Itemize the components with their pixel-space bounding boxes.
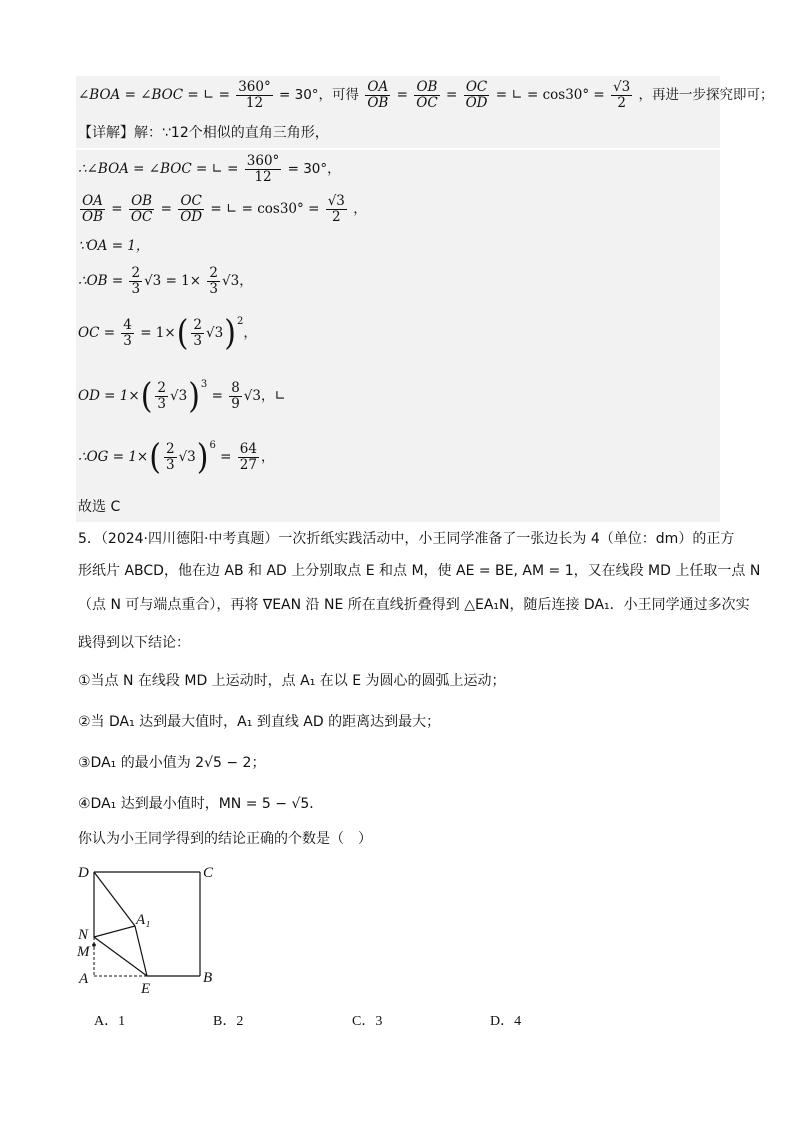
solution-line-9: ∴OG = 1×( $\frac{2}{3}$ √3)$^6$ = $\frac{64}{27}$ ，	[78, 436, 275, 478]
question-prompt: 你认为小王同学得到的结论正确的个数是（ ）	[78, 831, 372, 847]
option-b[interactable]: B．2	[213, 1014, 244, 1029]
answer-text: 故选 C	[78, 499, 121, 515]
solution-line-5: ∵OA = 1，	[78, 238, 150, 254]
fraction: $\frac{360^\circ}{12}$	[238, 79, 271, 111]
label-C: C	[203, 865, 214, 881]
solution-line-1: ∠BOA = ∠BOC = ∟ = $\frac{360^\circ}{12}$ = 30°，可得 $\frac{OA}{OB}$ = $\frac{OB}{OC}$ = $\frac{OC}{OD}$ = ∟ = cos30° = $\frac{√3}{2}$ ，再进一步探究即可；	[78, 79, 774, 111]
label-N: N	[78, 927, 89, 943]
detail-label: 【详解】解：∵12个相似的直角三角形，	[78, 125, 329, 141]
question-line-4: 践得到以下结论：	[78, 635, 190, 651]
solution-line-6: ∴OB = $\frac{2}{3}$ √3 = 1× $\frac{2}{3}$ √3，	[78, 265, 253, 297]
fraction: $\frac{OA}{OB}$	[82, 193, 103, 225]
fraction: $\frac{OC}{OD}$	[465, 79, 488, 111]
label-B: B	[203, 970, 213, 986]
fraction: $\frac{√3}{2}$	[613, 79, 631, 111]
conclusion-4: ④DA₁ 达到最小值时，MN = 5 − √5．	[78, 796, 324, 812]
label-A: A	[79, 971, 89, 987]
fraction: $\frac{OB}{OC}$	[130, 193, 153, 225]
solution-line-3: ∴∠BOA = ∠BOC = ∟ = $\frac{360^\circ}{12}$ = 30°，	[78, 153, 341, 185]
geometry-figure	[70, 860, 230, 1000]
solution-line-4: $\frac{OA}{OB}$ = $\frac{OB}{OC}$ = $\frac{OC}{OD}$ = ∟ = cos30° = $\frac{√3}{2}$ ，	[82, 193, 367, 225]
label-D: D	[78, 865, 89, 881]
fraction: $\frac{OA}{OB}$	[367, 79, 389, 111]
label-A1: A₁	[136, 912, 151, 928]
segment-NA1	[94, 926, 135, 937]
option-c[interactable]: C．3	[352, 1014, 383, 1029]
conclusion-3: ③DA₁ 的最小值为 2√5 − 2；	[78, 755, 266, 771]
label-M: M	[77, 944, 90, 960]
fraction: $\frac{360^\circ}{12}$	[246, 153, 280, 185]
question-line-2: 形纸片 ABCD，他在边 AB 和 AD 上分别取点 E 和点 M，使 AE = BE, AM = 1，又在线段 MD 上任取一点 N	[78, 563, 761, 579]
fraction: $\frac{OC}{OD}$	[180, 193, 203, 225]
fraction: $\frac{OB}{OC}$	[416, 79, 438, 111]
question-line-3: （点 N 可与端点重合），再将 ∇EAN 沿 NE 所在直线折叠得到 △EA₁N，随后连接 DA₁．小王同学通过多次实	[78, 597, 750, 613]
option-d[interactable]: D．4	[490, 1014, 522, 1029]
label-E: E	[141, 981, 151, 997]
conclusion-2: ②当 DA₁ 达到最大值时，A₁ 到直线 AD 的距离达到最大；	[78, 714, 441, 730]
solution-line-8: OD = 1×( $\frac{2}{3}$ √3)$^3$ = $\frac{8}{9}$ √3，∟	[78, 375, 286, 417]
conclusion-1: ①当点 N 在线段 MD 上运动时，点 A₁ 在以 E 为圆心的圆弧上运动；	[78, 673, 506, 689]
question-line-1: 5．（2024·四川德阳·中考真题）一次折纸实践活动中，小王同学准备了一张边长为 4（单位：dm）的正方	[78, 531, 735, 547]
solution-line-7: OC = $\frac{4}{3}$ = 1×( $\frac{2}{3}$ √3)$^2$，	[78, 312, 257, 354]
segment-DA1	[94, 872, 135, 926]
point-M	[92, 943, 96, 947]
fraction: $\frac{√3}{2}$	[327, 193, 345, 225]
option-a[interactable]: A．1	[94, 1014, 126, 1029]
